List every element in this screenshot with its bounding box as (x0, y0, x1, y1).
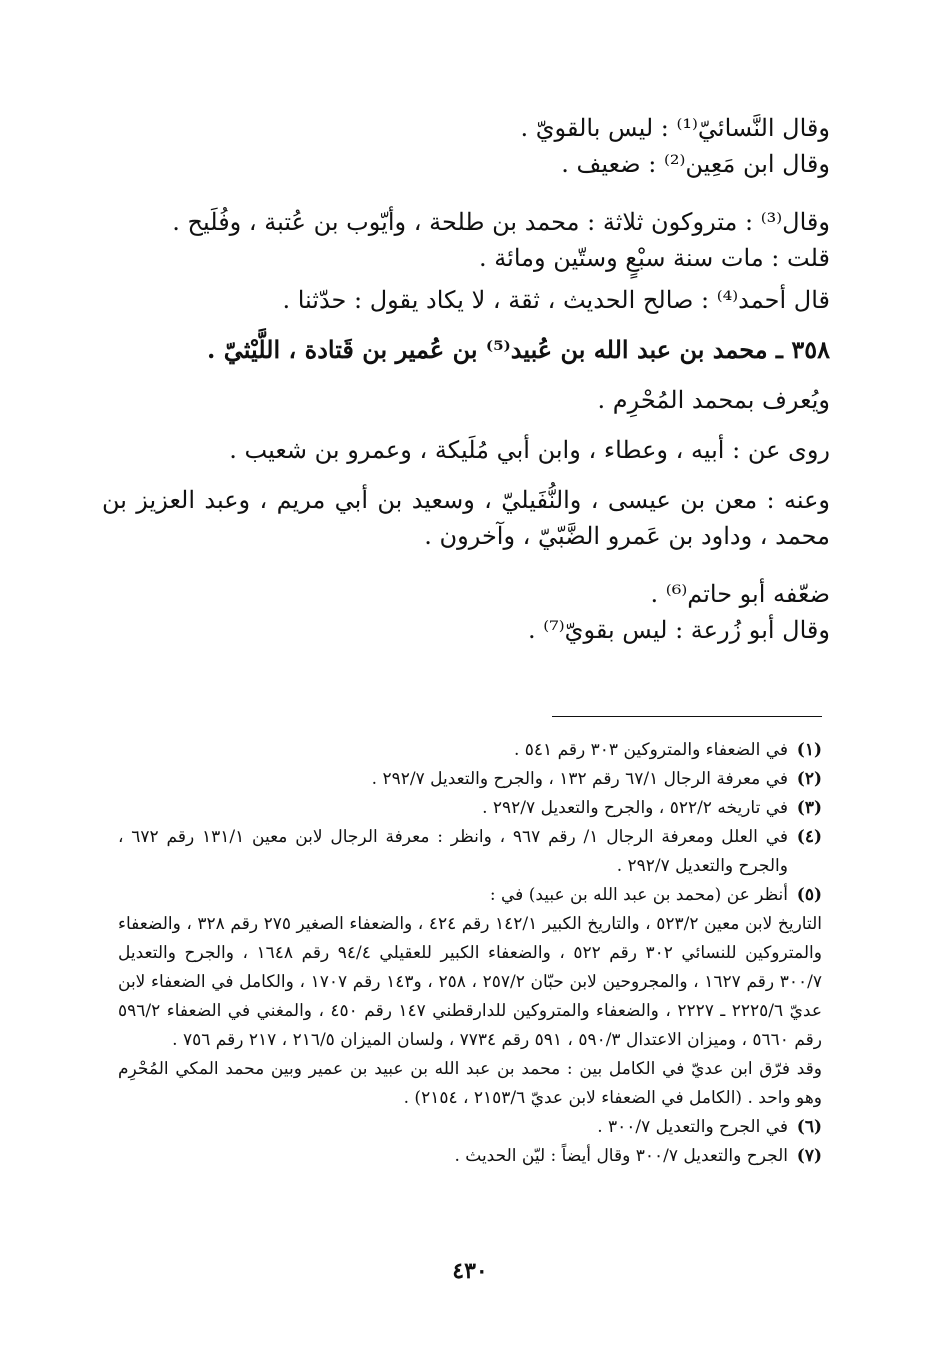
footnote-number: (٢) (796, 769, 822, 789)
footnote-text: في العلل ومعرفة الرجال ١/ رقم ٩٦٧ ، وانظر : معرفة الرجال لابن معين ١٣١/١ رقم ٦٧٢ ، والجرح والتعديل ٢٩٢/٧ . (118, 827, 789, 876)
text-line: وقال ابن مَعِين⁽²⁾ : ضعيف . (561, 150, 830, 178)
footnote (118, 794, 822, 823)
footnote (118, 765, 822, 794)
footnote-divider (552, 716, 822, 717)
footnote-text: في الجرح والتعديل ٣٠٠/٧ . (597, 1117, 788, 1137)
narrated-by-paragraph: وعنه : معن بن عيسى ، والنُّفَيليّ ، وسعيد بن أبي مريم ، وعبد العزيز بن محمد ، وداود بن عَمرو الضَّبّيّ ، وآخرون . (102, 486, 830, 550)
footnotes (118, 736, 822, 1171)
footnote-number: (٥) (796, 885, 822, 905)
page-number: ٤٣٠ (452, 1258, 488, 1284)
footnote-number: (٣) (796, 798, 822, 818)
footnote-text: في الضعفاء والمتروكين ٣٠٣ رقم ٥٤١ . (513, 740, 788, 760)
footnote-text: أنظر عن (محمد بن عبد الله بن عبيد) في : (489, 885, 788, 905)
footnote-5-sources: التاريخ لابن معين ٥٢٣/٢ ، والتاريخ الكبير ١٤٢/١ رقم ٤٢٤ ، والضعفاء الصغير ٢٧٥ رقم ٣٢٨ ، والضعفاء والمتروكين للنسائي ٣٠٢ رقم ٥٢٢ ، والضعفاء الكبير للعقيلي ٩٤/٤ رقم ١٦٤٨ ، والجرح والتعديل ٣٠٠/٧ رقم ١٦٢٧ ، والمجروحين لابن حبّان ٢٥٧/٢ ، ٢٥٨ ، و١٤٣ رقم ١٧٠٧ ، والكامل في الضعفاء لابن عديّ ٢٢٢٥/٦ ـ ٢٢٢٧ ، والضعفاء والمتروكين للدارقطني ١٤٧ رقم ٤٥٠ ، والمغني في الضعفاء ٥٩٦/٢ رقم ٥٦٦٠ ، وميزان الاعتدال ٥٩٠/٣ ، ٥٩١ رقم ٧٧٣٤ ، ولسان الميزان ٢١٦/٥ ، ٢١٧ رقم ٧٥٦ . (118, 914, 822, 1050)
footnote-number: (٤) (796, 827, 822, 847)
narrated-from-line: روى عن : أبيه ، وعطاء ، وابن أبي مُلَيكة ، وعمرو بن شعيب . (229, 436, 830, 464)
footnote-5-remark: وقد فرّق ابن عديّ في الكامل بين : محمد بن عبد الله بن عبيد بن عمير وبين محمد المكي المُحْرِم وهو واحد . (الكامل في الضعفاء لابن عديّ ٢١٥٣/٦ ، ٢١٥٤) . (118, 1059, 822, 1108)
text-line: وقال النَّسائيّ⁽¹⁾ : ليس بالقويّ . (520, 114, 830, 142)
footnote-number: (٦) (796, 1117, 822, 1137)
known-as-line: ويُعرف بمحمد المُحْرِم . (597, 386, 830, 414)
abu-zura-line: وقال أبو زُرعة : ليس بقويّ⁽⁷⁾ . (528, 616, 830, 644)
text-line: قلت : مات سنة سبْعٍ وستّين ومائة . (479, 244, 830, 272)
footnote (118, 881, 822, 910)
footnote (118, 1142, 822, 1171)
footnote (118, 736, 822, 765)
footnote (118, 823, 822, 881)
main-text (102, 110, 830, 648)
text-line: وقال⁽³⁾ : متروكون ثلاثة : محمد بن طلحة ، وأيّوب بن عُتبة ، وفُلَيح . (172, 208, 830, 236)
footnote-text: الجرح والتعديل ٣٠٠/٧ وقال أيضاً : ليّن الحديث . (454, 1146, 788, 1166)
weakened-line: ضعّفه أبو حاتم⁽⁶⁾ . (650, 580, 830, 608)
footnote-number: (١) (796, 740, 822, 760)
text-line: قال أحمد⁽⁴⁾ : صالح الحديث ، ثقة ، لا يكاد يقول : حدّثنا . (282, 286, 830, 314)
footnote-text: في تاريخه ٥٢٢/٢ ، والجرح والتعديل ٢٩٢/٧ . (482, 798, 788, 818)
footnote (118, 1113, 822, 1142)
footnote-text: في معرفة الرجال ٦٧/١ رقم ١٣٢ ، والجرح والتعديل ٢٩٢/٧ . (371, 769, 788, 789)
footnote-number: (٧) (796, 1146, 822, 1166)
entry-heading: ٣٥٨ ـ محمد بن عبد الله بن عُبيد⁽⁵⁾ بن عُمير بن قَتادة ، اللَّيْثيّ . (207, 335, 830, 364)
